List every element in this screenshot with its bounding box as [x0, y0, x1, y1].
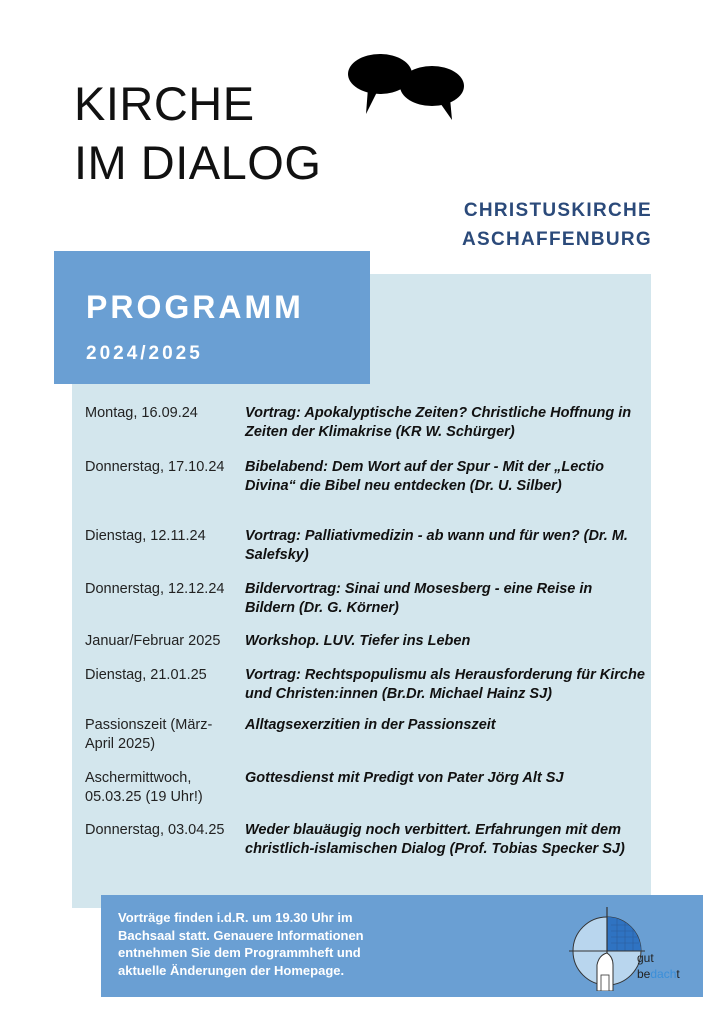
entry-description: Bildervortrag: Sinai und Mosesberg - eine Reise in Bildern (Dr. G. Körner) [245, 581, 593, 616]
entry-description: Vortrag: Apokalyptische Zeiten? Christliche Hoffnung in Zeiten der Klimakrise (KR W. Schürger) [245, 405, 632, 440]
footer-info-text: Vorträge finden i.d.R. um 19.30 Uhr im Bachsaal statt. Genauere Informationen entnehmen Sie dem Programmheft und aktuelle Änderungen der Homepage. [118, 910, 364, 978]
title-line-1: KIRCHE [74, 77, 255, 130]
title-line-2: IM DIALOG [74, 136, 322, 189]
entry-description: Bibelabend: Dem Wort auf der Spur - Mit der „Lectio Divina“ die Bibel neu entdecken (Dr. U. Silber) [245, 459, 605, 494]
entry-date: Donnerstag, 12.12.24 [85, 581, 225, 597]
entry-description: Vortrag: Palliativmedizin - ab wann und für wen? (Dr. M. Salefsky) [245, 528, 628, 563]
program-year: 2024/2025 [86, 343, 203, 364]
entry-description: Alltagsexerzitien in der Passionszeit [245, 717, 496, 733]
entry-date: Januar/Februar 2025 [85, 633, 221, 649]
church-name-line-1: CHRISTUSKIRCHE [463, 200, 652, 221]
church-name-line-2: ASCHAFFENBURG [461, 229, 652, 250]
logo-text-line-1: gut [637, 951, 654, 965]
logo-text-line-2 [637, 967, 680, 981]
entry-date: Dienstag, 21.01.25 [85, 667, 207, 683]
speech-bubbles-icon [346, 48, 468, 120]
entry-description: Workshop. LUV. Tiefer ins Leben [245, 633, 471, 649]
entry-date: Donnerstag, 17.10.24 [85, 459, 225, 475]
entry-date: Passionszeit (März-April 2025) [85, 717, 213, 752]
logo-text-t: t [676, 967, 680, 981]
program-header-box [54, 251, 370, 384]
entry-date: Donnerstag, 03.04.25 [85, 822, 225, 838]
footer-box [101, 895, 703, 997]
logo-text-dach: dach [650, 967, 677, 981]
logo-text-be: be [637, 967, 651, 981]
entry-description: Weder blauäugig noch verbittert. Erfahrungen mit dem christlich-islamischen Dialog (Prof. Tobias Specker SJ) [245, 822, 625, 857]
entry-date: Dienstag, 12.11.24 [85, 528, 206, 544]
entry-description: Gottesdienst mit Predigt von Pater Jörg Alt SJ [245, 770, 564, 786]
entry-date: Montag, 16.09.24 [85, 405, 198, 421]
program-title: PROGRAMM [86, 289, 304, 325]
entry-date: Aschermittwoch, 05.03.25 (19 Uhr!) [85, 770, 203, 805]
entry-description: Vortrag: Rechtspopulismu als Herausforderung für Kirche und Christen:innen (Br.Dr. Michael Hainz SJ) [245, 667, 645, 702]
